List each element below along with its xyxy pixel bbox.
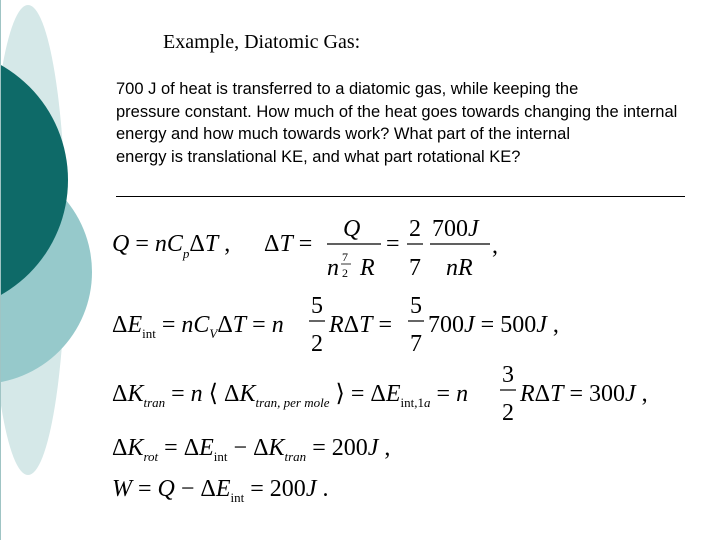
svg-text:5: 5 [311, 293, 323, 319]
svg-text:3: 3 [502, 362, 514, 388]
svg-text:RΔT =: RΔT = [329, 312, 393, 338]
svg-text:nR: nR [446, 255, 473, 281]
svg-text:Q = nCpΔT ,: $Q = nC_p\Delta T$ , [112, 231, 231, 261]
equation-translational-ke [112, 362, 648, 426]
problem-line: energy and how much towards work? What part of the internal [116, 125, 570, 143]
svg-text:W = Q − ΔEint = 200J .: $W = Q - \Delta E_{int} = 200J$ . [112, 476, 329, 505]
slide-title: Example, Diatomic Gas: [163, 31, 361, 53]
svg-text:7: 7 [409, 255, 421, 281]
equation-rotational-ke [112, 435, 390, 464]
problem-line: 700 J of heat is transferred to a diatomic gas, while keeping the [116, 80, 579, 98]
equation-internal-energy [112, 293, 559, 357]
svg-text:2: 2 [409, 216, 421, 242]
svg-text:700J = 500J ,: 700J = 500J , [428, 312, 559, 338]
equation-heat-temperature [112, 216, 498, 281]
svg-text:,: , [492, 233, 498, 259]
problem-line: energy is translational KE, and what part rotational KE? [116, 147, 521, 166]
svg-text:ΔEint = nCVΔT = n: $\Delta E_{int} = nC_V\Delta T = n$ [112, 312, 284, 341]
svg-text:RΔT = 300J ,: RΔT = 300J , [520, 381, 648, 407]
svg-text:Q: Q [343, 216, 361, 242]
svg-text:2: 2 [502, 400, 514, 426]
svg-text:ΔKrot = ΔEint − ΔKtran = 200J: $\Delta K_{rot} = \Delta E_{int} - \Delta K_{tran} = 200J$ , [112, 435, 391, 464]
svg-text:2: 2 [342, 266, 348, 280]
svg-text:700J: 700J [432, 216, 479, 242]
problem-line: pressure constant. How much of the heat goes towards changing the internal [116, 102, 678, 121]
svg-text:7: 7 [342, 250, 348, 264]
svg-text:ΔKtran = n ⟨ ΔKtran, per mole: $\Delta K_{tran} = n$ ⟨ $\Delta K_{tran, per mole}$ ⟩ = $\Delta E_{int,1}a = n$ [112, 381, 469, 410]
svg-text:7: 7 [410, 331, 422, 357]
svg-text:=: = [386, 231, 400, 257]
equation-work [112, 476, 328, 505]
svg-text:n: n [327, 255, 339, 281]
svg-text:ΔT =: ΔT = [264, 231, 313, 257]
svg-text:5: 5 [410, 293, 422, 319]
svg-text:R: R [360, 255, 375, 281]
svg-text:2: 2 [311, 331, 323, 357]
